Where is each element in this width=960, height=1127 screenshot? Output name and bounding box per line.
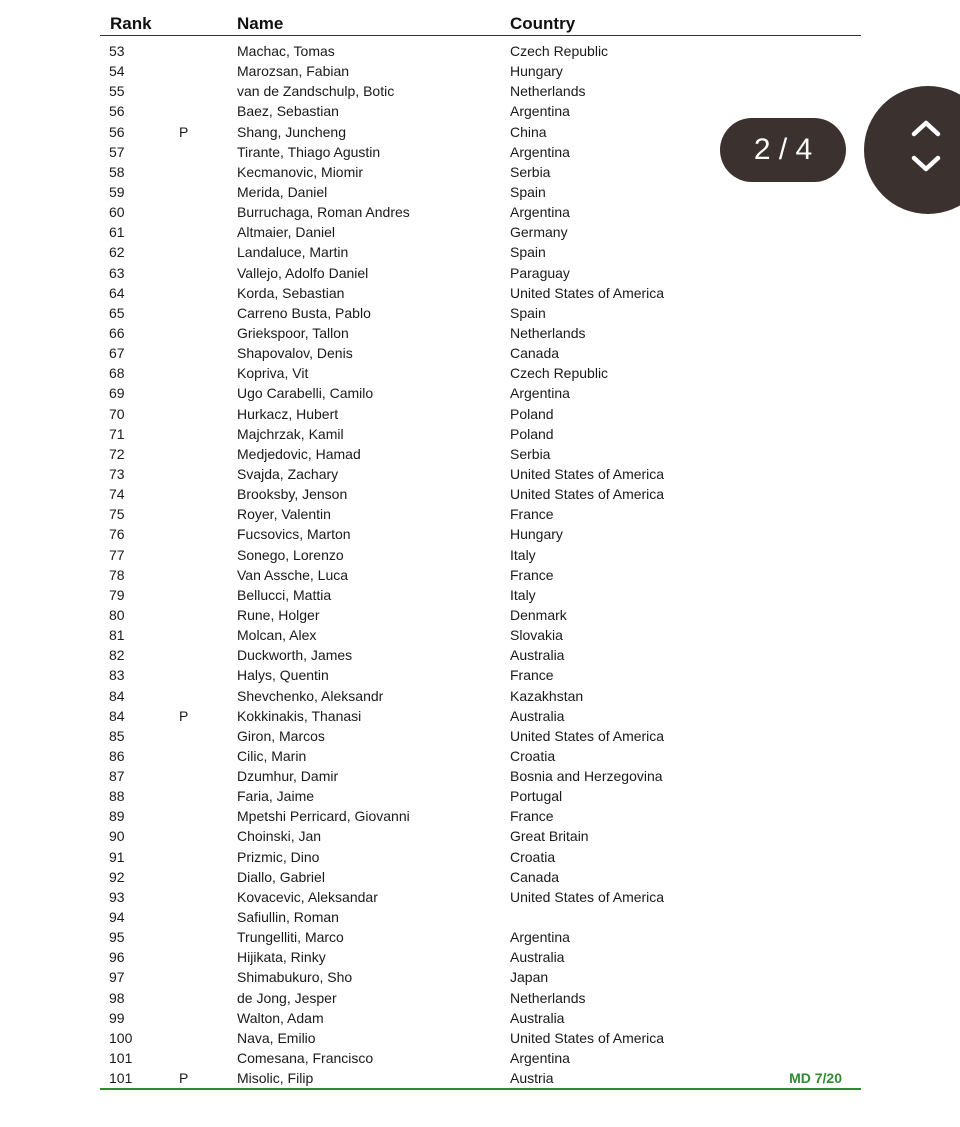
country-cell: Spain <box>510 183 546 200</box>
country-cell: Italy <box>510 546 536 563</box>
rank-cell: 54 <box>109 63 125 80</box>
country-cell: France <box>510 506 554 523</box>
player-name-cell: Merida, Daniel <box>237 183 328 200</box>
player-name-cell: Royer, Valentin <box>237 506 331 523</box>
country-cell: Paraguay <box>510 264 570 281</box>
table-row <box>0 887 960 907</box>
player-name-cell: Majchrzak, Kamil <box>237 425 344 442</box>
table-row <box>0 665 960 685</box>
rank-cell: 56 <box>109 123 125 140</box>
country-cell: Netherlands <box>510 83 586 100</box>
rank-cell: 100 <box>109 1029 133 1046</box>
player-name-cell: Kovacevic, Aleksandar <box>237 888 378 905</box>
country-cell: United States of America <box>510 1029 665 1046</box>
country-cell: Australia <box>510 1009 565 1026</box>
country-cell: Denmark <box>510 606 567 623</box>
player-name-cell: Faria, Jaime <box>237 788 315 805</box>
player-name-cell: Tirante, Thiago Agustin <box>237 143 381 160</box>
player-name-cell: Svajda, Zachary <box>237 465 339 482</box>
table-row <box>0 524 960 544</box>
player-name-cell: Trungelliti, Marco <box>237 929 344 946</box>
country-cell: Netherlands <box>510 989 586 1006</box>
table-row <box>0 625 960 645</box>
table-row <box>0 1048 960 1068</box>
table-row <box>0 686 960 706</box>
country-cell: United States of America <box>510 727 665 744</box>
table-row <box>0 303 960 323</box>
player-name-cell: Diallo, Gabriel <box>237 868 325 885</box>
rank-cell: 84 <box>109 687 125 704</box>
table-row <box>0 61 960 81</box>
table-row <box>0 1028 960 1048</box>
rank-cell: 73 <box>109 465 125 482</box>
table-row <box>0 383 960 403</box>
table-row <box>0 404 960 424</box>
player-name-cell: Altmaier, Daniel <box>237 224 336 241</box>
country-cell: Poland <box>510 405 554 422</box>
player-name-cell: Kecmanovic, Miomir <box>237 163 364 180</box>
table-row <box>0 323 960 343</box>
entry-note: MD 7/20 <box>789 1070 842 1087</box>
rank-cell: 59 <box>109 183 125 200</box>
table-row <box>0 424 960 444</box>
rank-cell: 96 <box>109 949 125 966</box>
table-row <box>0 41 960 61</box>
rank-cell: 67 <box>109 345 125 362</box>
table-row <box>0 826 960 846</box>
footer-divider <box>100 1088 861 1090</box>
rank-cell: 97 <box>109 969 125 986</box>
country-cell: Argentina <box>510 385 570 402</box>
country-cell: Australia <box>510 647 565 664</box>
rank-cell: 91 <box>109 848 125 865</box>
table-row <box>0 363 960 383</box>
rank-cell: 66 <box>109 324 125 341</box>
player-name-cell: Marozsan, Fabian <box>237 63 350 80</box>
rank-cell: 56 <box>109 103 125 120</box>
rank-cell: 80 <box>109 606 125 623</box>
table-row <box>0 867 960 887</box>
country-cell: Bosnia and Herzegovina <box>510 768 663 785</box>
country-cell: Serbia <box>510 445 551 462</box>
rank-cell: 71 <box>109 425 125 442</box>
country-cell: Austria <box>510 1070 554 1087</box>
table-row <box>0 464 960 484</box>
table-row <box>0 263 960 283</box>
table-row <box>0 1068 960 1088</box>
rank-cell: 85 <box>109 727 125 744</box>
player-name-cell: Choinski, Jan <box>237 828 322 845</box>
player-name-cell: Nava, Emilio <box>237 1029 316 1046</box>
country-cell: Japan <box>510 969 549 986</box>
player-name-cell: Misolic, Filip <box>237 1070 314 1087</box>
rank-cell: 101 <box>109 1070 133 1087</box>
player-name-cell: Comesana, Francisco <box>237 1050 374 1067</box>
player-name-cell: Rune, Holger <box>237 606 320 623</box>
country-cell: United States of America <box>510 486 665 503</box>
rank-cell: 75 <box>109 506 125 523</box>
chevron-down-icon[interactable] <box>902 144 950 184</box>
country-cell: France <box>510 808 554 825</box>
rank-cell: 58 <box>109 163 125 180</box>
country-cell: Spain <box>510 244 546 261</box>
rank-cell: 98 <box>109 989 125 1006</box>
table-row <box>0 81 960 101</box>
table-row <box>0 343 960 363</box>
player-name-cell: Safiullin, Roman <box>237 909 339 926</box>
player-name-cell: Korda, Sebastian <box>237 284 345 301</box>
player-name-cell: Medjedovic, Hamad <box>237 445 361 462</box>
table-row <box>0 504 960 524</box>
header-divider <box>100 35 861 36</box>
country-cell: United States of America <box>510 888 665 905</box>
rank-cell: 92 <box>109 868 125 885</box>
country-cell: Italy <box>510 586 536 603</box>
table-row <box>0 565 960 585</box>
rank-cell: 68 <box>109 365 125 382</box>
ranking-table-body <box>0 41 960 1088</box>
player-name-cell: Kokkinakis, Thanasi <box>237 707 362 724</box>
country-cell: France <box>510 667 554 684</box>
rank-cell: 57 <box>109 143 125 160</box>
rank-cell: 89 <box>109 808 125 825</box>
rank-cell: 69 <box>109 385 125 402</box>
player-name-cell: Hijikata, Rinky <box>237 949 326 966</box>
table-row <box>0 585 960 605</box>
player-name-cell: Vallejo, Adolfo Daniel <box>237 264 369 281</box>
country-cell: Argentina <box>510 929 570 946</box>
country-cell: Australia <box>510 949 565 966</box>
table-row <box>0 545 960 565</box>
country-cell: Croatia <box>510 747 556 764</box>
rank-cell: 60 <box>109 204 125 221</box>
table-row <box>0 907 960 927</box>
player-name-cell: Kopriva, Vit <box>237 365 309 382</box>
rank-cell: 76 <box>109 526 125 543</box>
country-cell: Serbia <box>510 163 551 180</box>
country-cell: Canada <box>510 868 560 885</box>
table-row <box>0 806 960 826</box>
player-name-cell: Fucsovics, Marton <box>237 526 351 543</box>
player-name-cell: Shevchenko, Aleksandr <box>237 687 384 704</box>
player-name-cell: Van Assche, Luca <box>237 566 349 583</box>
player-name-cell: Shimabukuro, Sho <box>237 969 353 986</box>
player-name-cell: Duckworth, James <box>237 647 353 664</box>
player-name-cell: Giron, Marcos <box>237 727 325 744</box>
player-name-cell: Machac, Tomas <box>237 43 335 59</box>
country-cell: Czech Republic <box>510 365 609 382</box>
table-row <box>0 847 960 867</box>
rank-cell: 64 <box>109 284 125 301</box>
country-cell: France <box>510 566 554 583</box>
country-cell: Argentina <box>510 204 570 221</box>
table-row <box>0 484 960 504</box>
country-cell: United States of America <box>510 465 665 482</box>
player-name-cell: Bellucci, Mattia <box>237 586 332 603</box>
country-cell: Kazakhstan <box>510 687 584 704</box>
country-cell: Poland <box>510 425 554 442</box>
rank-cell: 94 <box>109 909 125 926</box>
player-name-cell: Carreno Busta, Pablo <box>237 304 371 321</box>
country-cell: Great Britain <box>510 828 589 845</box>
country-cell: United States of America <box>510 284 665 301</box>
country-cell: Portugal <box>510 788 563 805</box>
player-name-cell: Hurkacz, Hubert <box>237 405 339 422</box>
country-cell: Croatia <box>510 848 556 865</box>
table-row <box>0 444 960 464</box>
country-cell: Czech Republic <box>510 43 609 59</box>
rank-cell: 72 <box>109 445 125 462</box>
rank-cell: 78 <box>109 566 125 583</box>
player-name-cell: van de Zandschulp, Botic <box>237 83 395 100</box>
rank-cell: 82 <box>109 647 125 664</box>
player-name-cell: Landaluce, Martin <box>237 244 349 261</box>
country-cell: Netherlands <box>510 324 586 341</box>
rank-cell: 79 <box>109 586 125 603</box>
header-country: Country <box>510 14 576 33</box>
player-name-cell: Shapovalov, Denis <box>237 345 353 362</box>
player-name-cell: Halys, Quentin <box>237 667 329 684</box>
table-row <box>0 988 960 1008</box>
player-name-cell: Sonego, Lorenzo <box>237 546 344 563</box>
country-cell: Germany <box>510 224 568 241</box>
country-cell: China <box>510 123 547 140</box>
rank-cell: 81 <box>109 627 125 644</box>
rank-cell: 70 <box>109 405 125 422</box>
player-name-cell: Mpetshi Perricard, Giovanni <box>237 808 410 825</box>
table-row <box>0 605 960 625</box>
player-name-cell: Prizmic, Dino <box>237 848 320 865</box>
table-row <box>0 786 960 806</box>
header-rank: Rank <box>110 14 152 33</box>
country-cell: Argentina <box>510 1050 570 1067</box>
chevron-up-icon[interactable] <box>902 108 950 148</box>
rank-cell: 101 <box>109 1050 133 1067</box>
protected-flag-cell: P <box>179 1070 189 1087</box>
player-name-cell: Cilic, Marin <box>237 747 307 764</box>
rank-cell: 63 <box>109 264 125 281</box>
rank-cell: 62 <box>109 244 125 261</box>
player-name-cell: Baez, Sebastian <box>237 103 339 120</box>
country-cell: Canada <box>510 345 560 362</box>
player-name-cell: Griekspoor, Tallon <box>237 324 349 341</box>
protected-flag-cell: P <box>179 707 189 724</box>
table-row <box>0 706 960 726</box>
country-cell: Argentina <box>510 143 570 160</box>
table-row <box>0 927 960 947</box>
country-cell: Spain <box>510 304 546 321</box>
header-name: Name <box>237 14 284 33</box>
player-name-cell: Dzumhur, Damir <box>237 768 339 785</box>
country-cell: Australia <box>510 707 565 724</box>
country-cell: Slovakia <box>510 627 563 644</box>
player-name-cell: Walton, Adam <box>237 1009 324 1026</box>
rank-cell: 95 <box>109 929 125 946</box>
protected-flag-cell: P <box>179 123 189 140</box>
rank-cell: 93 <box>109 888 125 905</box>
player-name-cell: de Jong, Jesper <box>237 989 337 1006</box>
table-row <box>0 766 960 786</box>
table-row <box>0 202 960 222</box>
rank-cell: 88 <box>109 788 125 805</box>
rank-cell: 55 <box>109 83 125 100</box>
table-row <box>0 645 960 665</box>
table-row <box>0 947 960 967</box>
rank-cell: 90 <box>109 828 125 845</box>
country-cell: Argentina <box>510 103 570 120</box>
table-row <box>0 726 960 746</box>
rank-cell: 61 <box>109 224 125 241</box>
table-row <box>0 1008 960 1028</box>
table-row <box>0 182 960 202</box>
player-name-cell: Molcan, Alex <box>237 627 317 644</box>
table-row <box>0 967 960 987</box>
rank-cell: 84 <box>109 707 125 724</box>
rank-cell: 86 <box>109 747 125 764</box>
rank-cell: 87 <box>109 768 125 785</box>
player-name-cell: Burruchaga, Roman Andres <box>237 204 410 221</box>
table-row <box>0 283 960 303</box>
table-row <box>0 222 960 242</box>
rank-cell: 74 <box>109 486 125 503</box>
player-name-cell: Ugo Carabelli, Camilo <box>237 385 374 402</box>
table-row <box>0 746 960 766</box>
country-cell: Hungary <box>510 526 563 543</box>
rank-cell: 53 <box>109 43 125 59</box>
table-row <box>0 242 960 262</box>
player-name-cell: Brooksby, Jenson <box>237 486 348 503</box>
rank-cell: 83 <box>109 667 125 684</box>
page-indicator: 2 / 4 <box>720 118 846 182</box>
rank-cell: 99 <box>109 1009 125 1026</box>
rank-cell: 77 <box>109 546 125 563</box>
rank-cell: 65 <box>109 304 125 321</box>
country-cell: Hungary <box>510 63 563 80</box>
player-name-cell: Shang, Juncheng <box>237 123 346 140</box>
